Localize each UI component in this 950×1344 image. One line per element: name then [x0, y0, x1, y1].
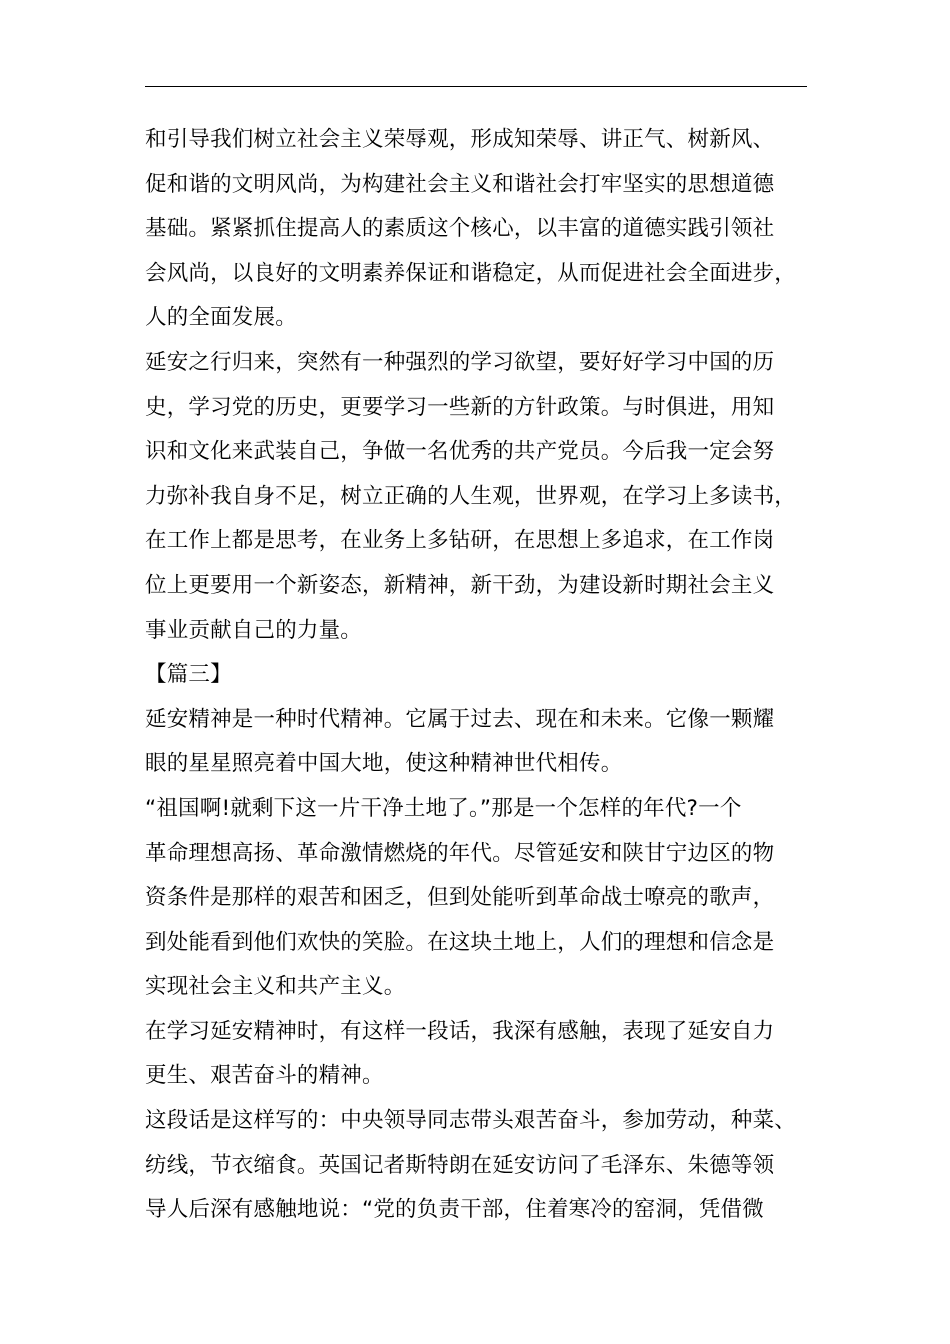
text-line: 革命理想高扬、革命激情燃烧的年代。尽管延安和陕甘宁边区的物 [145, 840, 775, 866]
text-line: 事业贡献自己的力量。 [145, 617, 363, 643]
text-line: 延安精神是一种时代精神。它属于过去、现在和未来。它像一颗耀 [145, 706, 775, 732]
text-line: 位上更要用一个新姿态，新精神，新干劲，为建设新时期社会主义 [145, 572, 775, 598]
text-line: 人的全面发展。 [145, 305, 297, 331]
text-line: 延安之行归来，突然有一种强烈的学习欲望，要好好学习中国的历 [145, 349, 775, 375]
text-line: 和引导我们树立社会主义荣辱观，形成知荣辱、讲正气、树新风、 [145, 127, 775, 152]
document-body [145, 118, 825, 1233]
text-line: 更生、艰苦奋斗的精神。 [145, 1063, 384, 1089]
text-line: 史，学习党的历史，更要学习一些新的方针政策。与时俱进，用知 [145, 394, 775, 420]
text-line: 力弥补我自身不足，树立正确的人生观，世界观，在学习上多读书， [145, 483, 797, 509]
section-heading: 【篇三】 [145, 662, 232, 688]
text-line: 纺线，节衣缩食。英国记者斯特朗在延安访问了毛泽东、朱德等领 [145, 1152, 775, 1178]
text-line: 实现社会主义和共产主义。 [145, 974, 406, 1000]
text-line: 基础。紧紧抓住提高人的素质这个核心，以丰富的道德实践引领社 [145, 216, 775, 242]
text-line: 到处能看到他们欢快的笑脸。在这块土地上，人们的理想和信念是 [145, 929, 775, 955]
text-line: 会风尚，以良好的文明素养保证和谐稳定，从而促进社会全面进步， [145, 260, 797, 286]
text-line: 眼的星星照亮着中国大地，使这种精神世代相传。 [145, 751, 623, 777]
text-line: 导人后深有感触地说：“党的负责干部，住着寒冷的窑洞，凭借微 [145, 1197, 764, 1223]
text-line: 在学习延安精神时，有这样一段话，我深有感触，表现了延安自力 [145, 1018, 775, 1044]
text-line: 在工作上都是思考，在业务上多钻研，在思想上多追求，在工作岗 [145, 528, 775, 554]
header-rule [145, 86, 807, 87]
text-line: 促和谐的文明风尚，为构建社会主义和谐社会打牢坚实的思想道德 [145, 171, 775, 197]
text-line: 识和文化来武装自己，争做一名优秀的共产党员。今后我一定会努 [145, 439, 775, 465]
text-line: 资条件是那样的艰苦和困乏，但到处能听到革命战士嘹亮的歌声， [145, 885, 775, 911]
text-line: “祖国啊!就剩下这一片干净土地了。”那是一个怎样的年代?一个 [145, 795, 742, 821]
text-line: 这段话是这样写的：中央领导同志带头艰苦奋斗，参加劳动，种菜、 [145, 1108, 797, 1134]
